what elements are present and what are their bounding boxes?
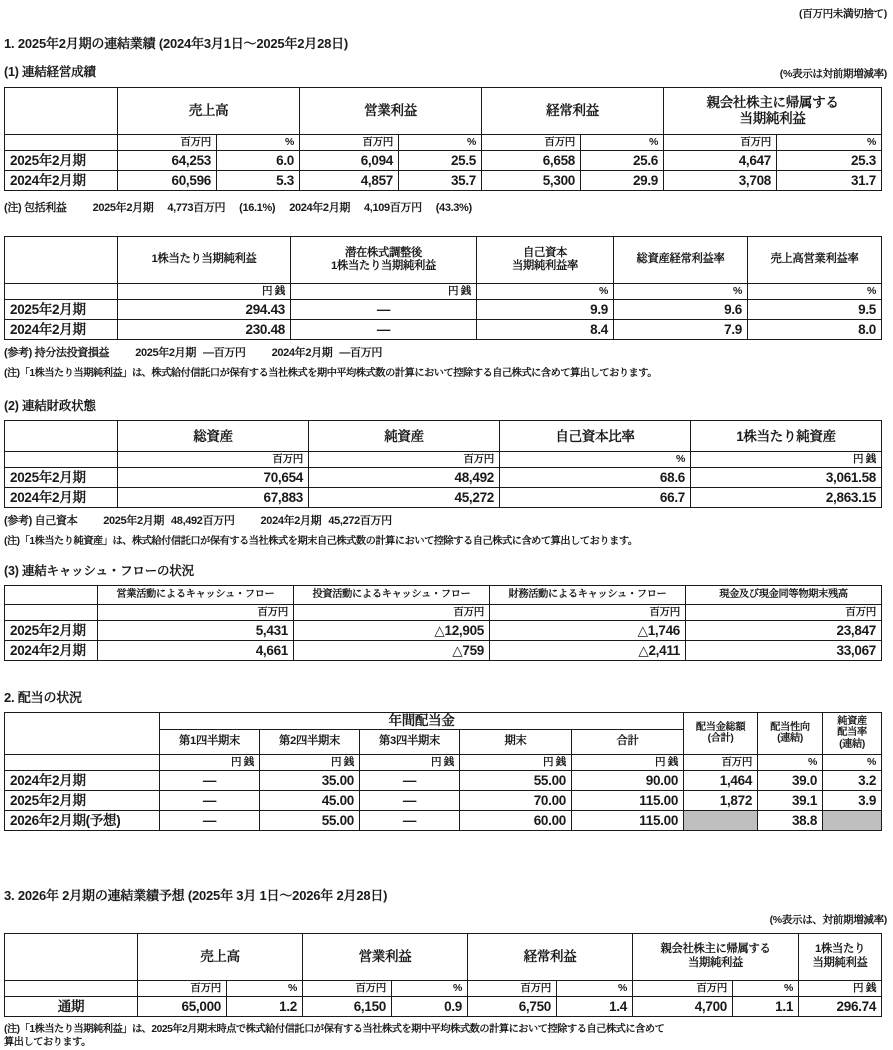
unit-bps: 円 銭 — [691, 452, 882, 468]
financial-position-table — [4, 420, 882, 508]
note-period2-label: 2024年2月期 — [260, 515, 322, 528]
unit-roa: % — [614, 283, 748, 299]
row-label: 2025年2月期 — [5, 621, 98, 641]
header-diluted-eps-line1: 潜在株式調整後 — [345, 246, 422, 259]
unit-op-yen: 百万円 — [303, 980, 392, 996]
table-row — [5, 996, 882, 1016]
per-share-ratios-table — [4, 236, 882, 340]
note-period2-label: 2024年2月期 — [289, 202, 350, 214]
note-period1-label: 2025年2月期 — [103, 515, 165, 528]
pct-note-3: (%表示は、対前期増減率) — [769, 913, 887, 926]
table-row — [5, 171, 882, 191]
unit-ord-yen: 百万円 — [468, 980, 557, 996]
forecast-table — [4, 933, 882, 1017]
header-dor-line2: 配当率 — [837, 727, 867, 739]
cell-year-end: 60.00 — [460, 810, 572, 830]
table-header-row — [5, 421, 882, 452]
pct-note-1: (%表示は対前期増減率) — [779, 68, 887, 80]
cell-sales-pct: 6.0 — [217, 151, 300, 171]
cell-roa: 9.6 — [614, 299, 748, 319]
cell-operating-cf: 4,661 — [98, 641, 294, 661]
header-net-assets: 純資産 — [309, 421, 500, 452]
row-label: 2025年2月期 — [5, 151, 118, 171]
consolidated-results-table — [4, 87, 882, 191]
unit-op-pct: % — [399, 135, 482, 151]
unit-year-end: 円 銭 — [460, 754, 572, 770]
header-roe-line1: 自己資本 — [523, 246, 567, 259]
table-unit-row — [5, 452, 882, 468]
header-net-income-line2: 当期純利益 — [739, 111, 806, 126]
header-sales: 売上高 — [118, 88, 300, 135]
cell-total-amount: 1,872 — [684, 790, 758, 810]
unit-diluted-eps: 円 銭 — [291, 283, 477, 299]
table-unit-row — [5, 754, 882, 770]
cell-net: 4,700 — [633, 996, 733, 1016]
header-equity-ratio: 自己資本比率 — [500, 421, 691, 452]
header-q3-end: 第3四半期末 — [360, 729, 460, 754]
section1-title: 1. 2025年2月期の連結業績 (2024年3月1日〜2025年2月28日) — [4, 36, 349, 51]
header-total: 合計 — [572, 729, 684, 754]
cell-ord: 6,658 — [482, 151, 581, 171]
unit-sales-yen: 百万円 — [118, 135, 217, 151]
unit-ord-pct: % — [581, 135, 664, 151]
table-header-row — [5, 933, 882, 980]
own-capital-note — [0, 514, 893, 529]
note-period2-value: 4,109百万円 — [364, 202, 422, 214]
cell-ord: 5,300 — [482, 171, 581, 191]
cell-net: 4,647 — [664, 151, 777, 171]
cell-financing-cf: △2,411 — [490, 641, 686, 661]
header-roa: 総資産経常利益率 — [614, 236, 748, 283]
unit-payout: % — [758, 754, 823, 770]
eps-calculation-note: (注)「1株当たり当期純利益」は、株式給付信託口が保有する当社株式を期中平均株式数の計算において控除する自己株式に含めて算出しております。 — [4, 367, 657, 379]
cell-q3: — — [360, 810, 460, 830]
unit-op-pct: % — [392, 980, 468, 996]
cell-op-pct: 35.7 — [399, 171, 482, 191]
note-prefix: (参考) 自己資本 — [4, 515, 78, 528]
header-dor-line1: 純資産 — [837, 715, 867, 727]
cell-dor: 3.9 — [823, 790, 882, 810]
unit-op-yen: 百万円 — [300, 135, 399, 151]
table-row — [5, 641, 882, 661]
header-cash-end: 現金及び現金同等物期末残高 — [686, 586, 882, 605]
header-dor-line3: (連結) — [839, 739, 866, 751]
unit-net-yen: 百万円 — [664, 135, 777, 151]
table-row — [5, 319, 882, 339]
unit-sales-pct: % — [217, 135, 300, 151]
row-label: 2025年2月期 — [5, 790, 160, 810]
corner-cell — [5, 421, 118, 452]
corner-cell — [5, 236, 118, 283]
header-operating-cf: 営業活動によるキャッシュ・フロー — [98, 586, 294, 605]
cell-net-pct: 25.3 — [777, 151, 882, 171]
unit-roe: % — [477, 283, 614, 299]
header-investing-cf: 投資活動によるキャッシュ・フロー — [294, 586, 490, 605]
cell-bps: 3,061.58 — [691, 468, 882, 488]
cell-net-pct: 31.7 — [777, 171, 882, 191]
note-prefix: (注) 包括利益 — [4, 202, 67, 214]
row-label: 2024年2月期 — [5, 171, 118, 191]
cell-q2: 55.00 — [260, 810, 360, 830]
table-row — [5, 468, 882, 488]
cell-net-pct: 1.1 — [733, 996, 799, 1016]
header-net-income — [633, 933, 799, 980]
table-unit-row — [5, 283, 882, 299]
cell-q3: — — [360, 790, 460, 810]
header-total-dividend-line2: (合計) — [707, 733, 734, 745]
cell-roe: 8.4 — [477, 319, 614, 339]
forecast-eps-note-line2: 算出しております。 — [4, 1037, 91, 1049]
table-row — [5, 770, 882, 790]
header-ordinary-income: 経常利益 — [482, 88, 664, 135]
rounding-note: (百万円未満切捨て) — [799, 8, 887, 20]
unit-blank — [5, 754, 160, 770]
cell-payout: 38.8 — [758, 810, 823, 830]
section1-sub3-title: (3) 連結キャッシュ・フローの状況 — [4, 564, 194, 579]
table-header-row — [5, 236, 882, 283]
cell-q1: — — [160, 770, 260, 790]
unit-net-pct: % — [777, 135, 882, 151]
cell-sales: 65,000 — [138, 996, 227, 1016]
unit-eps: 円 銭 — [799, 980, 882, 996]
row-label: 2026年2月期(予想) — [5, 810, 160, 830]
table-unit-row — [5, 605, 882, 621]
cell-ord-pct: 29.9 — [581, 171, 664, 191]
corner-cell — [5, 933, 138, 980]
table-row-forecast — [5, 810, 882, 830]
table-header-row — [5, 586, 882, 605]
unit-total-amount: 百万円 — [684, 754, 758, 770]
cell-q3: — — [360, 770, 460, 790]
table-row — [5, 151, 882, 171]
row-label: 2025年2月期 — [5, 468, 118, 488]
cell-cash-end: 33,067 — [686, 641, 882, 661]
cell-bps: 2,863.15 — [691, 488, 882, 508]
cash-flow-table — [4, 585, 882, 661]
table-unit-row — [5, 980, 882, 996]
unit-dor: % — [823, 754, 882, 770]
corner-cell — [5, 88, 118, 135]
table-row — [5, 299, 882, 319]
unit-q3: 円 銭 — [360, 754, 460, 770]
cell-roa: 7.9 — [614, 319, 748, 339]
row-label: 2025年2月期 — [5, 299, 118, 319]
unit-ord-pct: % — [557, 980, 633, 996]
cell-q2: 35.00 — [260, 770, 360, 790]
header-payout-line2: (連結) — [777, 733, 804, 745]
unit-blank — [5, 980, 138, 996]
unit-opm: % — [748, 283, 882, 299]
cell-investing-cf: △12,905 — [294, 621, 490, 641]
cell-opm: 9.5 — [748, 299, 882, 319]
header-year-end: 期末 — [460, 729, 572, 754]
note-period2-pct: (43.3%) — [435, 202, 472, 214]
header-roe — [477, 236, 614, 283]
header-diluted-eps-line2: 1株当たり当期純利益 — [331, 259, 436, 272]
table-row — [5, 790, 882, 810]
corner-cell — [5, 713, 160, 755]
cell-investing-cf: △759 — [294, 641, 490, 661]
unit-net-pct: % — [733, 980, 799, 996]
cell-ord-pct: 1.4 — [557, 996, 633, 1016]
note-period2-value: —百万円 — [339, 346, 382, 359]
unit-blank — [5, 135, 118, 151]
cell-eps: 230.48 — [118, 319, 291, 339]
cell-eps: 294.43 — [118, 299, 291, 319]
table-unit-row — [5, 135, 882, 151]
note-period2-label: 2024年2月期 — [271, 346, 333, 359]
cell-op-pct: 25.5 — [399, 151, 482, 171]
section1-sub1-title: (1) 連結経営成績 — [4, 65, 96, 79]
table-header-row-top — [5, 713, 882, 730]
cell-sales: 64,253 — [118, 151, 217, 171]
cell-op: 6,150 — [303, 996, 392, 1016]
cell-sales-pct: 1.2 — [227, 996, 303, 1016]
header-total-dividend-line1: 配当金総額 — [695, 721, 746, 733]
header-diluted-eps — [291, 236, 477, 283]
header-dividend-on-equity — [823, 713, 882, 755]
cell-roe: 9.9 — [477, 299, 614, 319]
header-operating-income: 営業利益 — [303, 933, 468, 980]
cell-diluted-eps: — — [291, 299, 477, 319]
cell-financing-cf: △1,746 — [490, 621, 686, 641]
header-payout-line1: 配当性向 — [770, 721, 810, 733]
cell-ord-pct: 25.6 — [581, 151, 664, 171]
header-annual-dividend: 年間配当金 — [160, 713, 684, 730]
note-period1-pct: (16.1%) — [239, 202, 276, 214]
cell-total-assets: 70,654 — [118, 468, 309, 488]
cell-ord: 6,750 — [468, 996, 557, 1016]
unit-ord-yen: 百万円 — [482, 135, 581, 151]
header-eps: 1株当たり当期純利益 — [118, 236, 291, 283]
row-label: 2024年2月期 — [5, 488, 118, 508]
header-q2-end: 第2四半期末 — [260, 729, 360, 754]
section3-title: 3. 2026年 2月期の連結業績予想 (2025年 3月 1日〜2026年 2月28日) — [4, 887, 388, 903]
table-row — [5, 488, 882, 508]
forecast-eps-note-line1: (注)「1株当たり当期純利益」は、2025年2月期末時点で株式給付信託口が保有する当社株式を期中平均株式数の計算において控除する自己株式に含めて — [4, 1023, 665, 1035]
unit-net-assets: 百万円 — [309, 452, 500, 468]
row-label: 2024年2月期 — [5, 641, 98, 661]
header-q1-end: 第1四半期末 — [160, 729, 260, 754]
unit-operating-cf: 百万円 — [98, 605, 294, 621]
table-header-row — [5, 88, 882, 135]
table-row — [5, 621, 882, 641]
header-roe-line2: 当期純利益率 — [512, 259, 578, 272]
header-ordinary-income: 経常利益 — [468, 933, 633, 980]
cell-op: 6,094 — [300, 151, 399, 171]
unit-blank — [5, 283, 118, 299]
cell-op-pct: 0.9 — [392, 996, 468, 1016]
header-net-income-line2: 当期純利益 — [688, 956, 744, 969]
header-eps-line1: 1株当たり — [815, 943, 866, 956]
header-total-dividend-amount — [684, 713, 758, 755]
cell-op: 4,857 — [300, 171, 399, 191]
corner-cell — [5, 586, 98, 605]
unit-sales-yen: 百万円 — [138, 980, 227, 996]
unit-financing-cf: 百万円 — [490, 605, 686, 621]
cell-cash-end: 23,847 — [686, 621, 882, 641]
cell-total: 115.00 — [572, 790, 684, 810]
note-prefix: (参考) 持分法投資損益 — [4, 346, 110, 359]
cell-total-assets: 67,883 — [118, 488, 309, 508]
section1-sub2-title: (2) 連結財政状態 — [4, 399, 96, 414]
cell-total: 115.00 — [572, 810, 684, 830]
header-operating-margin: 売上高営業利益率 — [748, 236, 882, 283]
cell-total: 90.00 — [572, 770, 684, 790]
cell-total-amount: 1,464 — [684, 770, 758, 790]
cell-sales: 60,596 — [118, 171, 217, 191]
cell-dor: 3.2 — [823, 770, 882, 790]
cell-year-end: 70.00 — [460, 790, 572, 810]
header-eps — [799, 933, 882, 980]
header-total-assets: 総資産 — [118, 421, 309, 452]
cell-dor-shaded — [823, 810, 882, 830]
header-payout-ratio — [758, 713, 823, 755]
unit-q2: 円 銭 — [260, 754, 360, 770]
header-bps: 1株当たり純資産 — [691, 421, 882, 452]
section2-title: 2. 配当の状況 — [4, 690, 82, 706]
dividend-table — [4, 712, 882, 831]
row-label: 通期 — [5, 996, 138, 1016]
bps-calculation-note: (注)「1株当たり純資産」は、株式給付信託口が保有する当社株式を期末自己株式数の計算において控除する自己株式に含めて算出しております。 — [4, 536, 638, 548]
unit-cash-end: 百万円 — [686, 605, 882, 621]
note-period1-value: 4,773百万円 — [167, 202, 226, 214]
header-net-income-line1: 親会社株主に帰属する — [660, 943, 771, 956]
cell-equity-ratio: 68.6 — [500, 468, 691, 488]
unit-equity-ratio: % — [500, 452, 691, 468]
header-sales: 売上高 — [138, 933, 303, 980]
cell-year-end: 55.00 — [460, 770, 572, 790]
unit-q1: 円 銭 — [160, 754, 260, 770]
cell-q1: — — [160, 810, 260, 830]
cell-payout: 39.1 — [758, 790, 823, 810]
header-net-income — [664, 88, 882, 135]
cell-net-assets: 45,272 — [309, 488, 500, 508]
unit-total-assets: 百万円 — [118, 452, 309, 468]
header-net-income-line1: 親会社株主に帰属する — [706, 95, 839, 111]
comprehensive-income-note — [0, 201, 893, 216]
unit-blank — [5, 452, 118, 468]
row-label: 2024年2月期 — [5, 319, 118, 339]
cell-equity-ratio: 66.7 — [500, 488, 691, 508]
equity-method-note — [0, 346, 893, 361]
cell-total-amount-shaded — [684, 810, 758, 830]
header-financing-cf: 財務活動によるキャッシュ・フロー — [490, 586, 686, 605]
unit-sales-pct: % — [227, 980, 303, 996]
cell-operating-cf: 5,431 — [98, 621, 294, 641]
unit-net-yen: 百万円 — [633, 980, 733, 996]
cell-opm: 8.0 — [748, 319, 882, 339]
cell-sales-pct: 5.3 — [217, 171, 300, 191]
cell-q2: 45.00 — [260, 790, 360, 810]
unit-blank — [5, 605, 98, 621]
unit-eps: 円 銭 — [118, 283, 291, 299]
note-period1-label: 2025年2月期 — [135, 346, 196, 359]
note-period1-value: —百万円 — [202, 346, 246, 359]
row-label: 2024年2月期 — [5, 770, 160, 790]
cell-diluted-eps: — — [291, 319, 477, 339]
note-period1-value: 48,492百万円 — [171, 515, 235, 528]
cell-payout: 39.0 — [758, 770, 823, 790]
header-operating-income: 営業利益 — [300, 88, 482, 135]
header-eps-line2: 当期純利益 — [812, 956, 868, 969]
cell-eps: 296.74 — [799, 996, 882, 1016]
note-period2-value: 45,272百万円 — [328, 515, 392, 528]
cell-net: 3,708 — [664, 171, 777, 191]
cell-net-assets: 48,492 — [309, 468, 500, 488]
unit-total: 円 銭 — [572, 754, 684, 770]
unit-investing-cf: 百万円 — [294, 605, 490, 621]
note-period1-label: 2025年2月期 — [92, 202, 154, 214]
cell-q1: — — [160, 790, 260, 810]
